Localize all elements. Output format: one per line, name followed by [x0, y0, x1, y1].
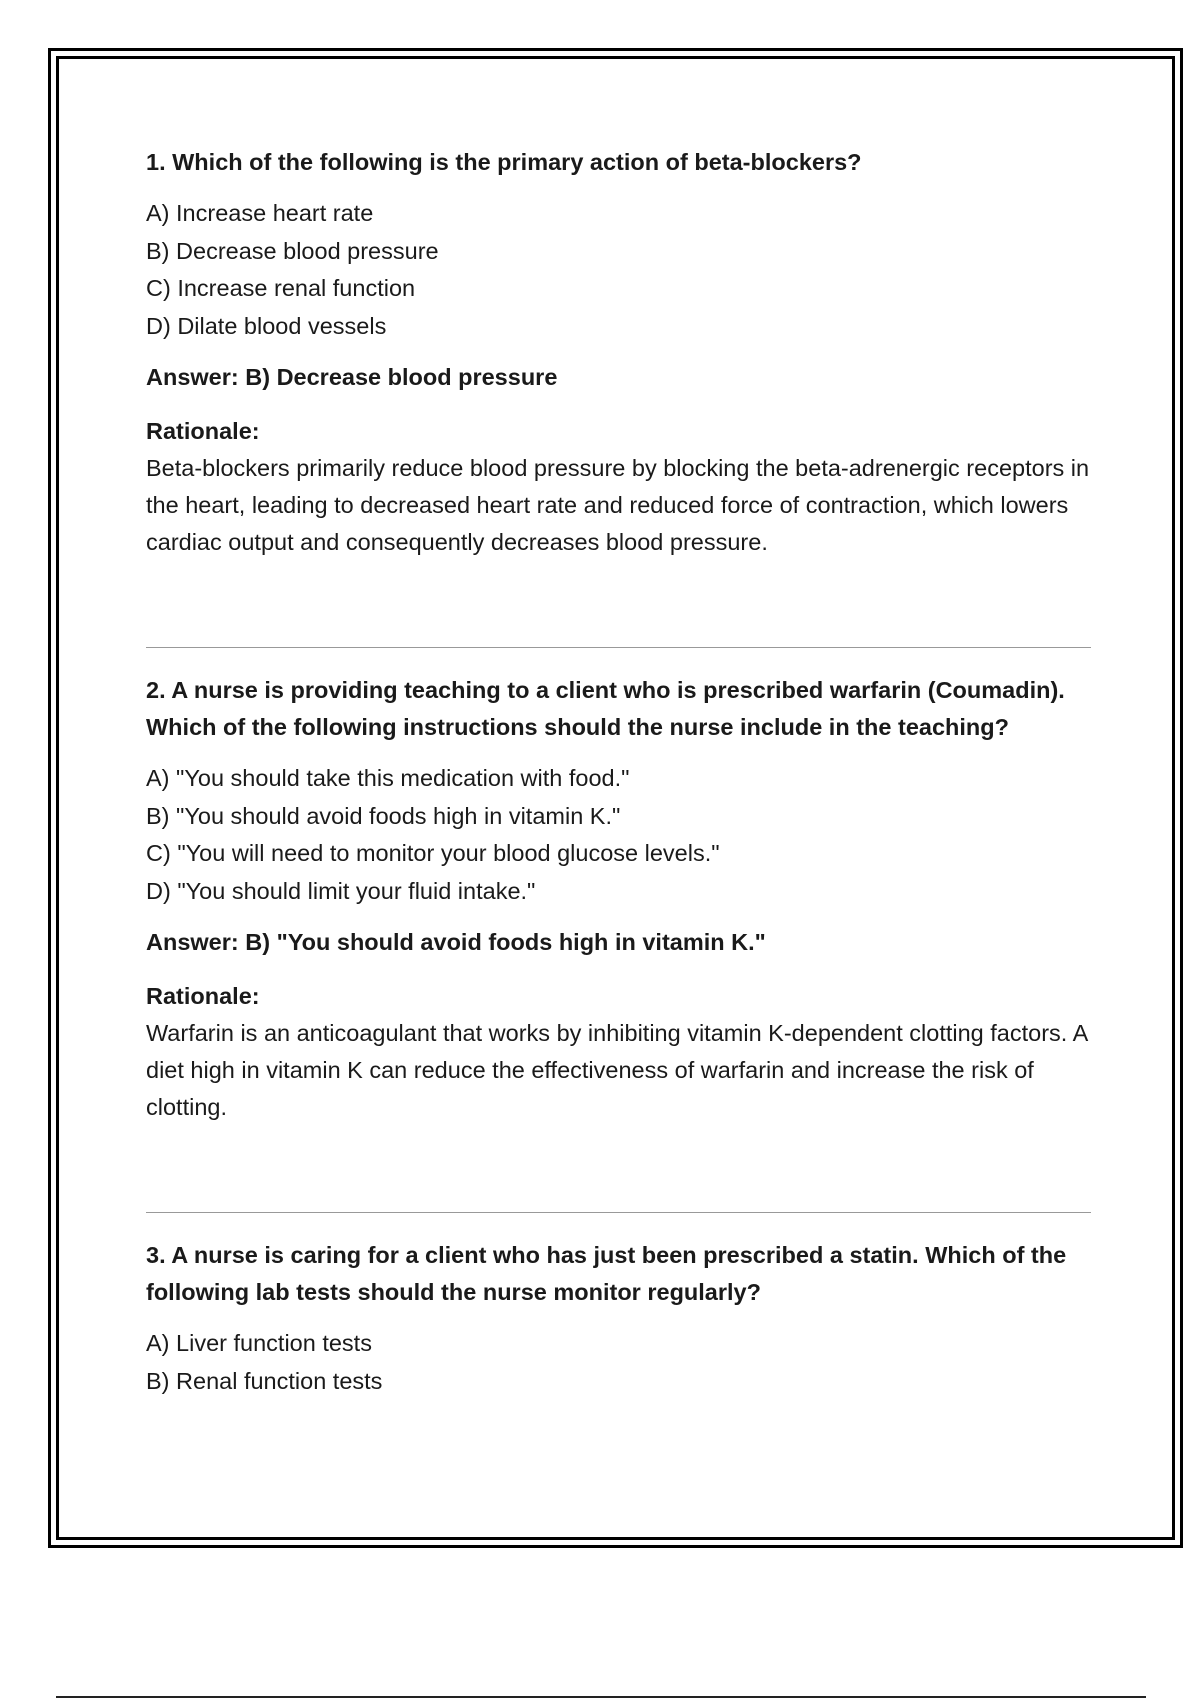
rationale-text: Warfarin is an anticoagulant that works by inhibiting vitamin K-dependent clotting factors. A diet high in vitamin K can reduce the effectiveness of warfarin and increase the risk of clotting. [146, 1020, 1087, 1120]
option-b: B) Decrease blood pressure [146, 237, 439, 264]
option-a: A) "You should take this medication with food." [146, 765, 630, 791]
option-list [146, 760, 1091, 910]
question-text: 2. A nurse is providing teaching to a client who is prescribed warfarin (Coumadin). Which of the following instructions should the nurse include in the teaching? [146, 677, 1065, 740]
option-b: B) "You should avoid foods high in vitamin K." [146, 802, 621, 829]
option-b: B) Renal function tests [146, 1367, 383, 1394]
option-d: D) "You should limit your fluid intake." [146, 877, 536, 904]
option-a: A) Liver function tests [146, 1330, 372, 1356]
option-d: D) Dilate blood vessels [146, 312, 387, 339]
option-list [146, 195, 1091, 345]
option-c: C) "You will need to monitor your blood glucose levels." [146, 840, 720, 866]
rationale-heading: Rationale: [146, 418, 260, 444]
option-list [146, 1325, 1091, 1400]
question-text: 3. A nurse is caring for a client who has just been prescribed a statin. Which of the following lab tests should the nurse monitor regularly? [146, 1242, 1067, 1305]
rationale-text: Beta-blockers primarily reduce blood pressure by blocking the beta-adrenergic receptors in the heart, leading to decreased heart rate and reduced force of contraction, which lowers cardiac output and consequently decreases blood pressure. [146, 455, 1090, 555]
answer-text: Answer: B) "You should avoid foods high in vitamin K." [146, 929, 766, 955]
section-divider [146, 647, 1091, 648]
question-block-3 [146, 1237, 1091, 1400]
section-divider [146, 1212, 1091, 1213]
rationale-heading: Rationale: [146, 983, 260, 1009]
answer-text: Answer: B) Decrease blood pressure [146, 364, 558, 390]
question-block-2 [146, 672, 1091, 1126]
question-text: 1. Which of the following is the primary action of beta-blockers? [146, 149, 862, 175]
footer-rule [56, 1696, 1146, 1698]
option-c: C) Increase renal function [146, 275, 416, 301]
option-a: A) Increase heart rate [146, 200, 374, 226]
question-block-1 [146, 144, 1091, 561]
